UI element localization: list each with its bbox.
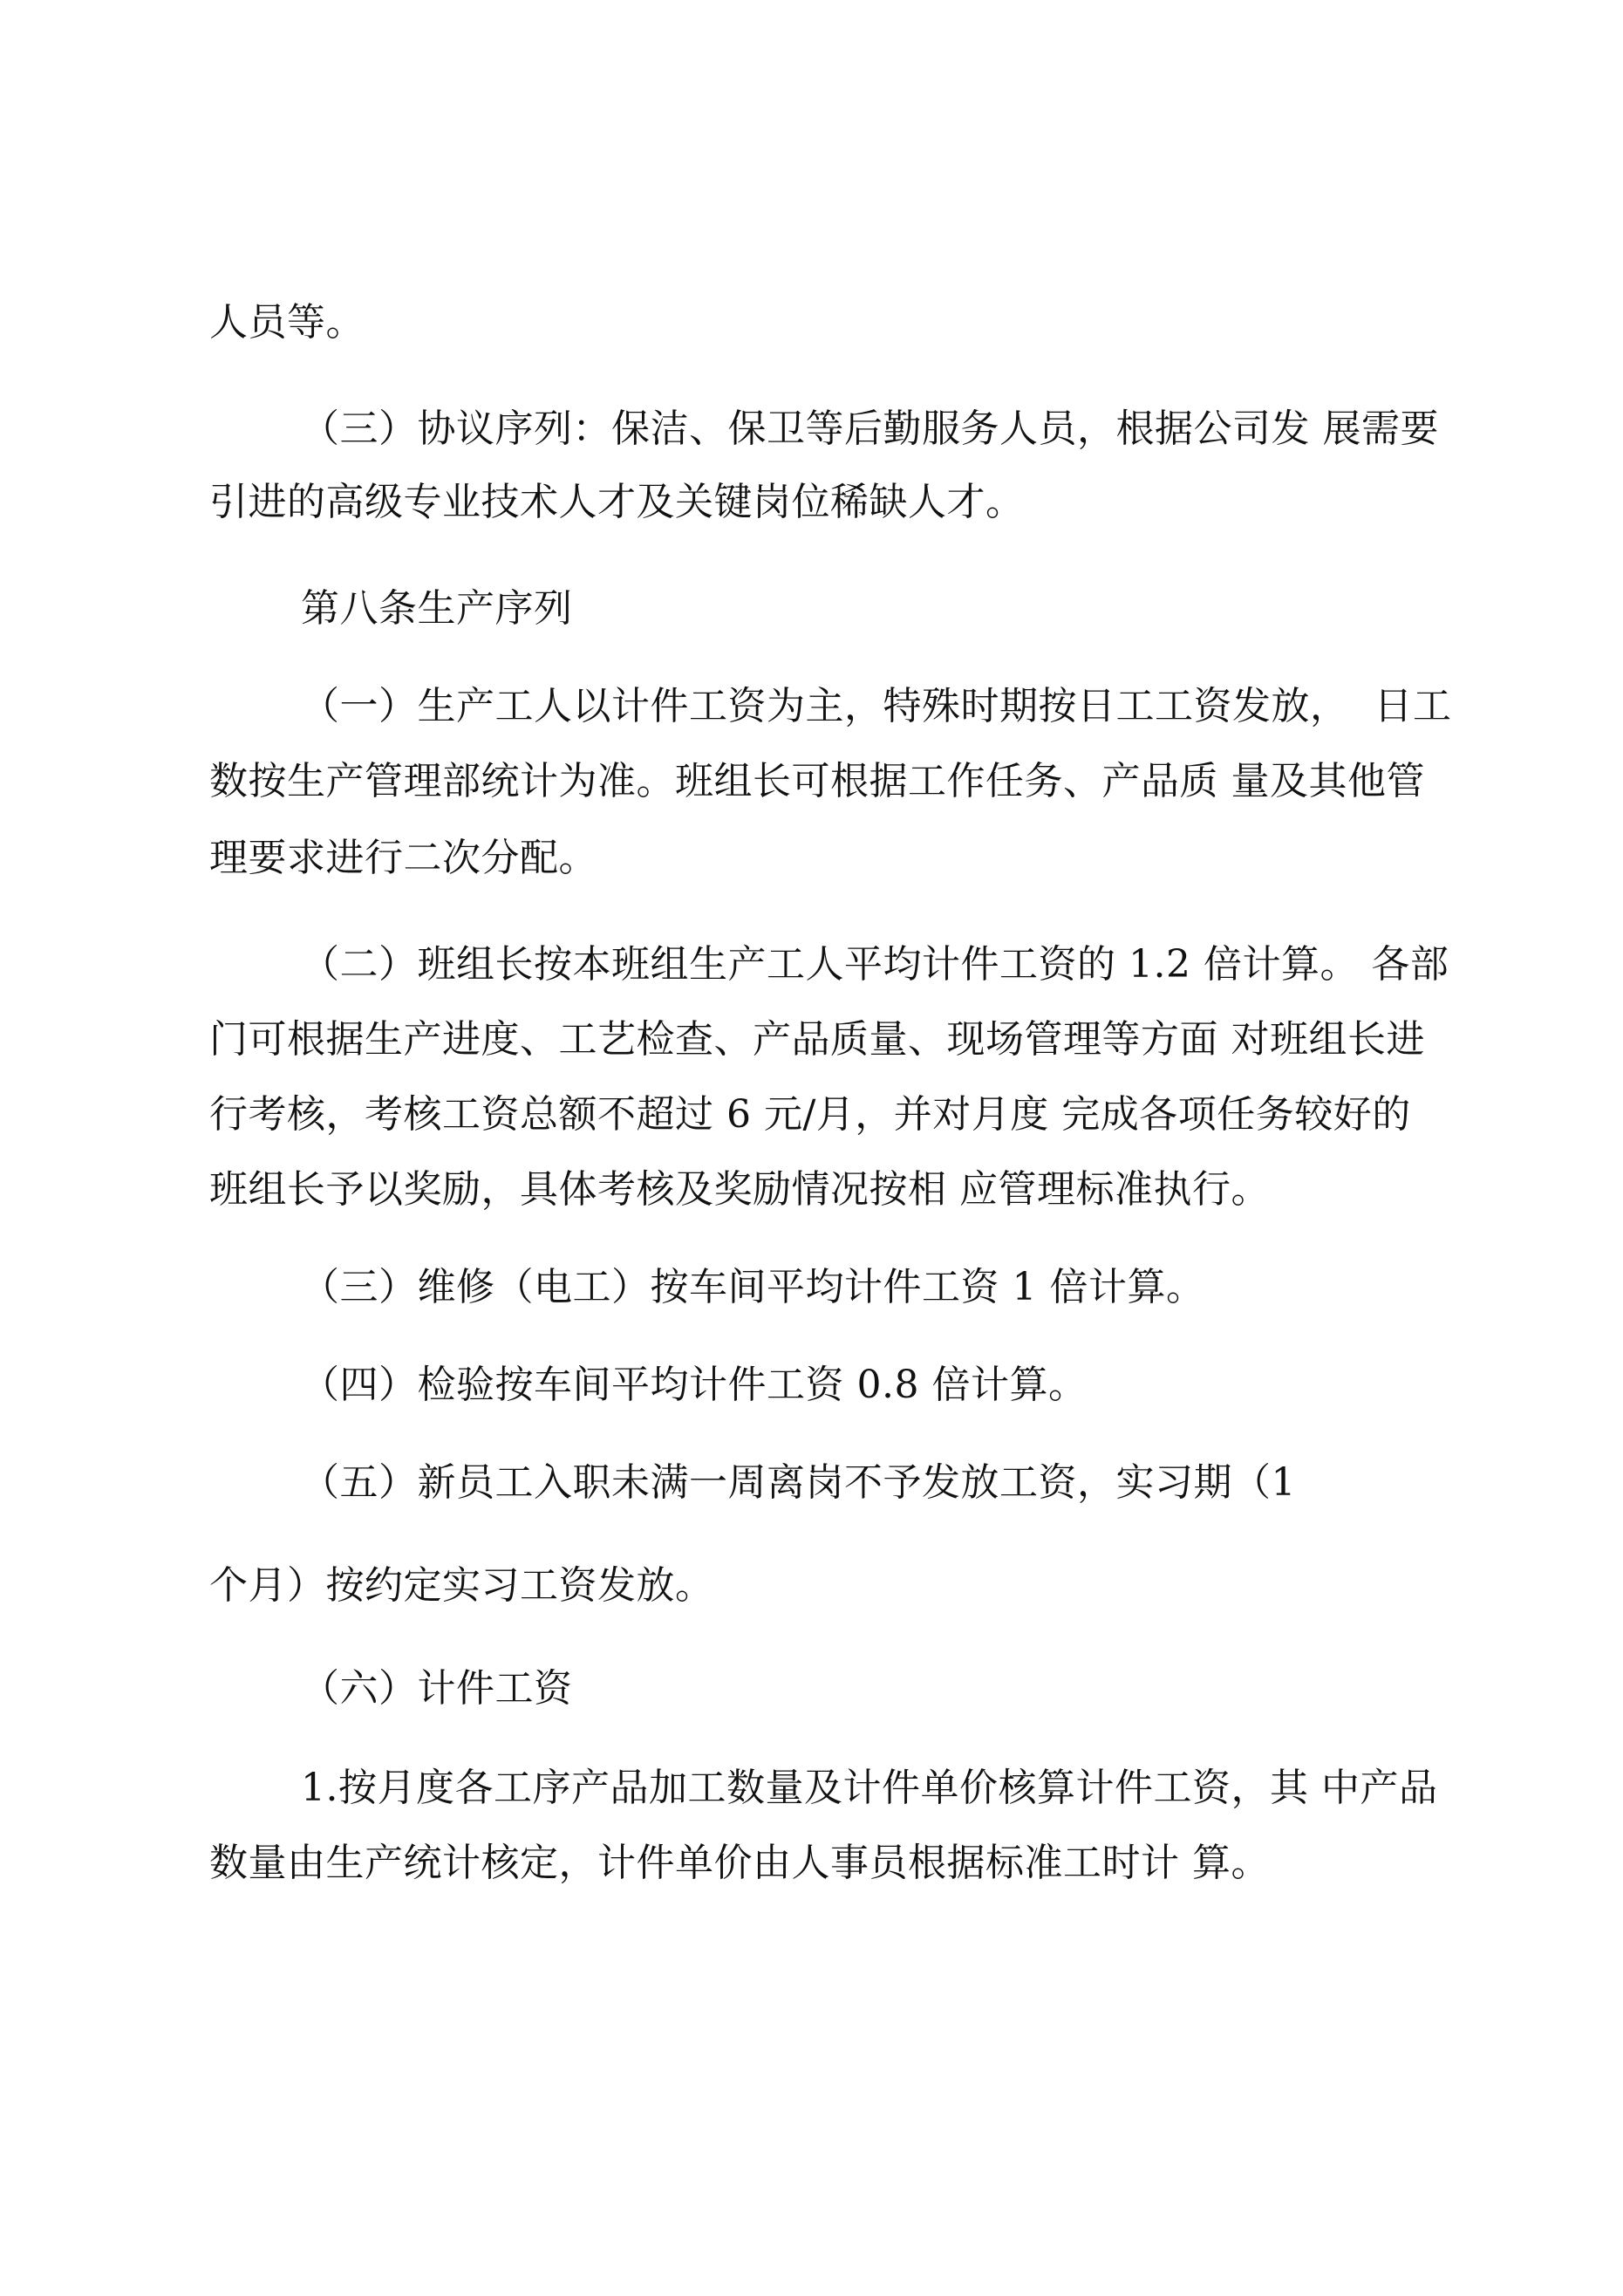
- text-line: 门可根据生产进度、工艺检查、产品质量、现场管理等方面 对班组长进: [209, 1017, 1425, 1062]
- text-line: （四）检验按车间平均计件工资 0.8 倍计算。: [301, 1363, 1088, 1407]
- text-line: （三）维修（电工）按车间平均计件工资 1 倍计算。: [301, 1265, 1205, 1309]
- text-line: 1.按月度各工序产品加工数量及计件单价核算计件工资，其 中产品: [301, 1766, 1438, 1810]
- text-line: （五）新员工入职未满一周离岗不予发放工资，实习期（1: [301, 1460, 1296, 1505]
- text-line: 理要求进行二次分配。: [209, 836, 597, 880]
- text-line: 引进的高级专业技术人才及关键岗位稀缺人才。: [209, 480, 1025, 524]
- text-line: （一）生产工人以计件工资为主，特殊时期按日工工资发放， 日工: [301, 684, 1452, 728]
- text-line: 人员等。: [209, 300, 365, 345]
- text-line: 数量由生产统计核定，计件单价由人事员根据标准工时计 算。: [209, 1841, 1270, 1885]
- text-line: 个月）按约定实习工资发放。: [209, 1563, 714, 1608]
- section-heading: 第八条生产序列: [301, 586, 573, 631]
- text-line: 行考核，考核工资总额不超过 6 元/月，并对月度 完成各项任务较好的: [209, 1092, 1411, 1137]
- text-line: 班组长予以奖励，具体考核及奖励情况按相 应管理标准执行。: [209, 1167, 1270, 1212]
- text-line: （二）班组长按本班组生产工人平均计件工资的 1.2 倍计算。 各部: [301, 942, 1449, 987]
- text-line: （六）计件工资: [301, 1666, 573, 1711]
- text-line: 数按生产管理部统计为准。班组长可根据工作任务、产品质 量及其他管: [209, 759, 1425, 803]
- text-line: （三）协议序列：保洁、保卫等后勤服务人员，根据公司发 展需要: [301, 407, 1439, 451]
